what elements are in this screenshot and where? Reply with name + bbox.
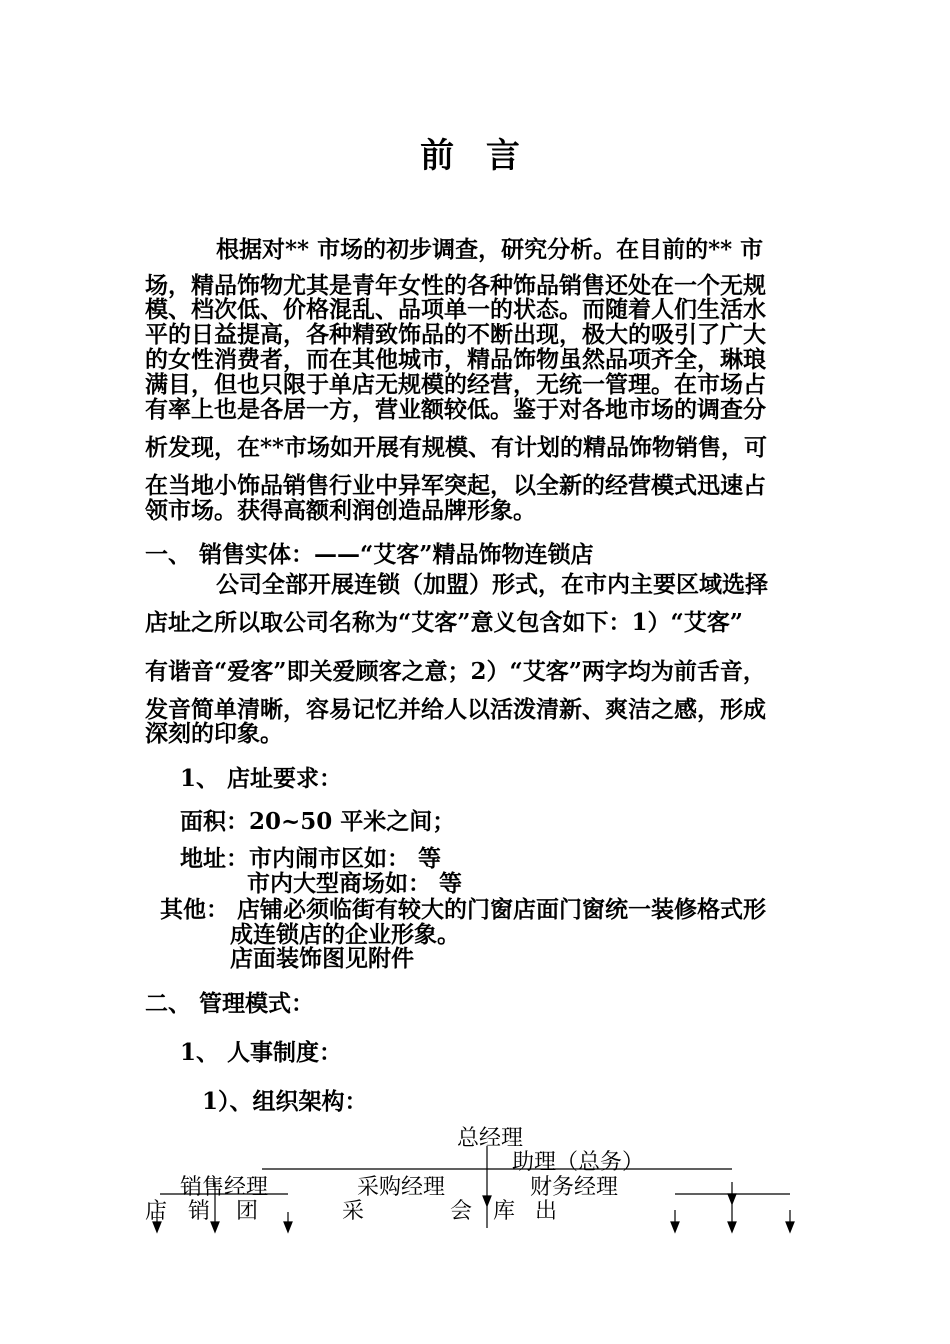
org-node-assistant: 助理（总务） (512, 1150, 645, 1175)
section1-line-1: 公司全部开展连锁（加盟）形式，在市内主要区域选择 (216, 571, 768, 598)
org-leaf: 店 (145, 1199, 168, 1224)
address-requirement-2: 市内大型商场如： 等 (247, 870, 463, 897)
personnel-heading: 1、 人事制度： (180, 1039, 343, 1066)
store-requirements-heading: 1、 店址要求： (180, 765, 343, 792)
other-requirement-2: 成连锁店的企业形象。 (230, 921, 460, 948)
org-node-purchase-manager: 采购经理 (357, 1175, 446, 1200)
section1-line-3: 有谐音“爱客”即关爱顾客之意；2）“艾客”两字均为前舌音， (145, 658, 766, 685)
section-heading-2: 二、 管理模式： (145, 990, 315, 1017)
org-node-general-manager: 总经理 (457, 1126, 524, 1151)
org-structure-heading: 1）、组织架构： (202, 1088, 368, 1115)
intro-line-10: 领市场。获得高额利润创造品牌形象。 (145, 497, 536, 524)
org-leaf: 出 (535, 1199, 558, 1224)
page-title: 前 言 (420, 136, 530, 176)
section1-line-4: 发音简单清晰，容易记忆并给人以活泼清新、爽洁之感，形成 (145, 696, 766, 723)
intro-line-7: 有率上也是各居一方，营业额较低。鉴于对各地市场的调查分 (145, 396, 766, 423)
org-leaf: 会 (450, 1199, 473, 1224)
intro-line-2: 场，精品饰物尤其是青年女性的各种饰品销售还处在一个无规 (145, 272, 766, 299)
intro-line-5: 的女性消费者，而在其他城市，精品饰物虽然品项齐全，琳琅 (145, 346, 766, 373)
section1-line-5: 深刻的印象。 (145, 720, 283, 747)
area-requirement: 面积：20~50 平米之间； (180, 808, 456, 835)
org-leaf: 库 (493, 1199, 516, 1224)
address-requirement-1: 地址：市内闹市区如： 等 (180, 845, 442, 872)
other-requirement-3: 店面装饰图见附件 (230, 945, 414, 972)
other-requirement-1: 其他： 店铺必须临街有较大的门窗店面门窗统一装修格式形 (160, 896, 767, 923)
intro-line-4: 平的日益提高，各种精致饰品的不断出现，极大的吸引了广大 (145, 321, 766, 348)
org-leaf: 团 (236, 1199, 259, 1224)
org-node-sales-manager: 销售经理 (180, 1175, 269, 1200)
intro-line-1: 根据对** 市场的初步调查，研究分析。在目前的** 市 (216, 236, 764, 263)
org-leaf: 销 (188, 1199, 211, 1224)
org-node-finance-manager: 财务经理 (530, 1175, 619, 1200)
org-leaf: 采 (342, 1199, 365, 1224)
section-heading-1: 一、 销售实体：——“艾客”精品饰物连锁店 (145, 541, 594, 568)
intro-line-3: 模、档次低、价格混乱、品项单一的状态。而随着人们生活水 (145, 296, 766, 323)
intro-line-6: 满目，但也只限于单店无规模的经营，无统一管理。在市场占 (145, 371, 766, 398)
section1-line-2: 店址之所以取公司名称为“艾客”意义包含如下：1）“艾客” (145, 609, 743, 636)
intro-line-9: 在当地小饰品销售行业中异军突起，以全新的经营模式迅速占 (145, 472, 766, 499)
intro-line-8: 析发现，在**市场如开展有规模、有计划的精品饰物销售，可 (145, 434, 768, 461)
